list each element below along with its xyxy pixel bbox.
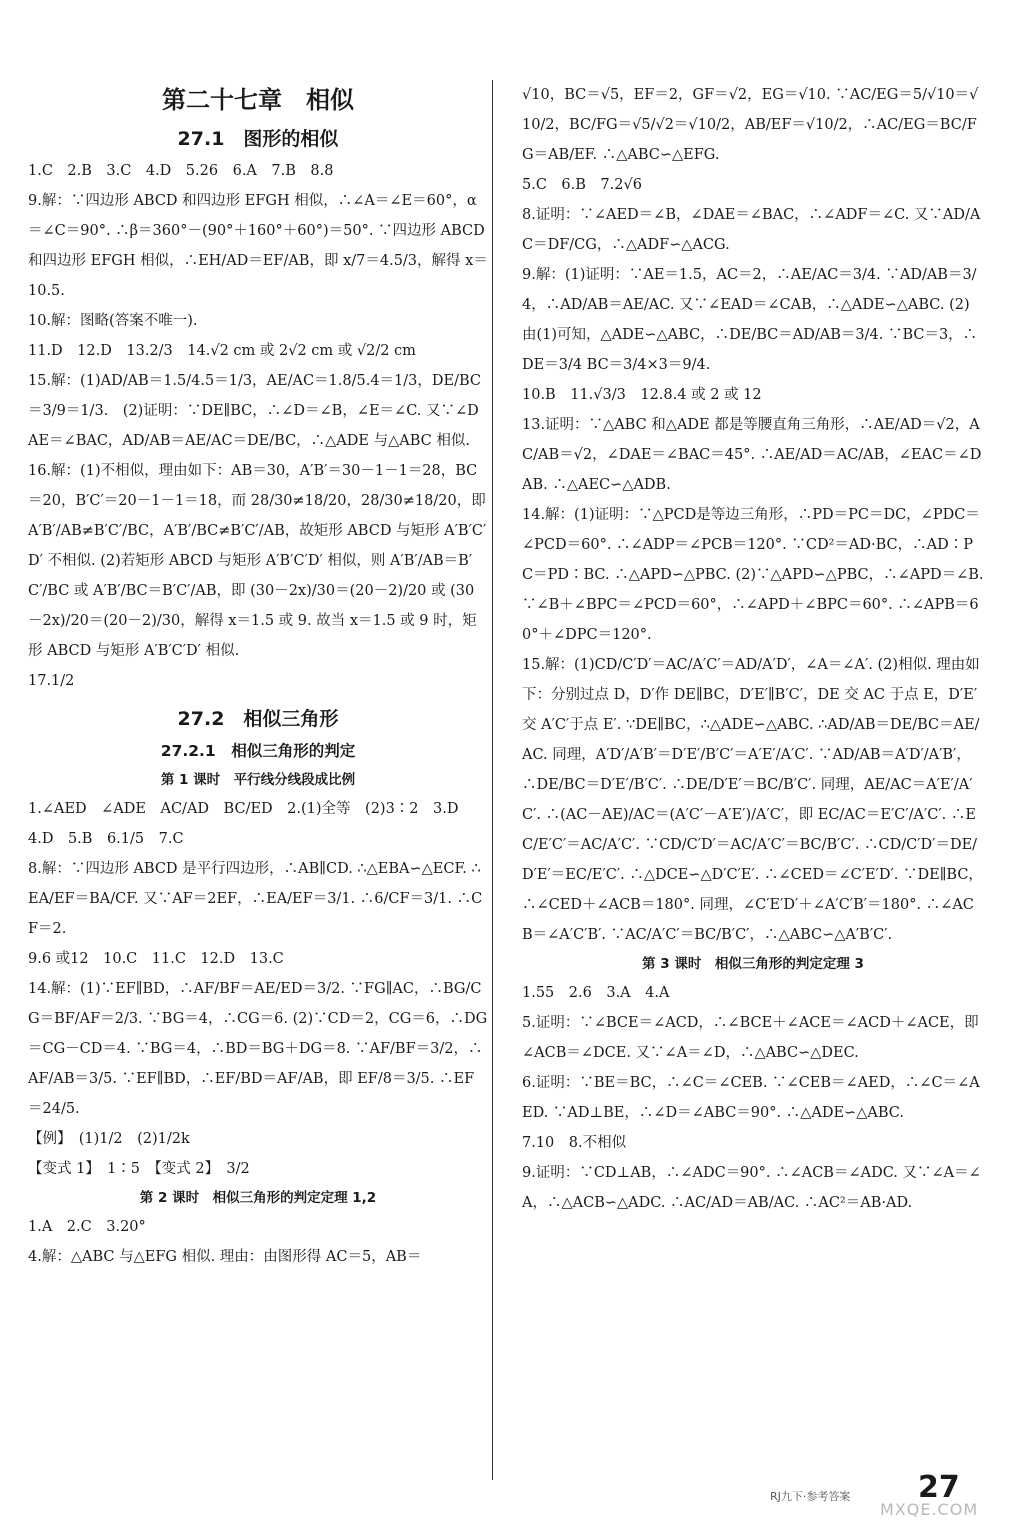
answer-line: 16.解：(1)不相似，理由如下：AB＝30，A′B′＝30－1－1＝28，BC＝20，B′C′＝20－1－1＝18，而 28/30≠18/20，28/30≠18/20，即 A′B′/AB≠B′C′/BC，A′B′/BC≠B′C′/AB，故矩形 ABCD 与矩形 A′B′C′D′ 不相似. (2)若矩形 ABCD 与矩形 A′B′C′D′ 相似，则 A′B′/AB＝B′C′/BC 或 A′B′/BC＝B′C′/AB，即 (30－2x)/30＝(20－2)/20 或 (30－2x)/20＝(20－2)/30，解得 x＝1.5 或 9. 故当 x＝1.5 或 9 时，矩形 ABCD 与矩形 A′B′C′D′ 相似. [28,463,487,659]
answer-line: 8.证明：∵∠AED＝∠B，∠DAE＝∠BAC，∴∠ADF＝∠C. 又∵AD/AC＝DF/CG，∴△ADF∽△ACG. [522,207,981,253]
answer-line: 15.解：(1)CD/C′D′＝AC/A′C′＝AD/A′D′，∠A＝∠A′. (2)相似. 理由如下：分别过点 D，D′作 DE∥BC，D′E′∥B′C′，DE 交 AC 于点 E，D′E′交 A′C′于点 E′. ∵DE∥BC，∴△ADE∽△ABC. ∴AD/AB＝DE/BC＝AE/AC. 同理，A′D′/A′B′＝D′E′/B′C′＝A′E′/A′C′. ∵AD/AB＝A′D′/A′B′，∴DE/BC＝D′E′/B′C′. ∴DE/D′E′＝BC/B′C′. 同理，AE/AC＝A′E′/A′C′. ∴(AC－AE)/AC＝(A′C′－A′E′)/A′C′，即 EC/AC＝E′C′/A′C′. ∴EC/E′C′＝AC/A′C′. ∵CD/C′D′＝AC/A′C′＝BC/B′C′. ∴CD/C′D′＝DE/D′E′＝EC/E′C′. ∴△DCE∽△D′C′E′. ∴∠CED＝∠C′E′D′. ∵DE∥BC，∴∠CED＋∠ACB＝180°. 同理，∠C′E′D′＋∠A′C′B′＝180°. ∴∠ACB＝∠A′C′B′. ∵AC/A′C′＝BC/B′C′，∴△ABC∽△A′B′C′. [522,657,983,943]
answer-line: 4.D 5.B 6.1/5 7.C [28,831,184,847]
answer-line: 9.解：(1)证明：∵AE＝1.5，AC＝2，∴AE/AC＝3/4. ∵AD/AB＝3/4，∴AD/AB＝AE/AC. 又∵∠EAD＝∠CAB，∴△ADE∽△ABC. (2)由(1)可知，△ADE∽△ABC，∴DE/BC＝AD/AB＝3/4. ∵BC＝3，∴DE＝3/4 BC＝3/4×3＝9/4. [522,267,978,373]
answer-line: 10.B 11.√3/3 12.8.4 或 2 或 12 [522,387,762,403]
answer-line: 13.证明：∵△ABC 和△ADE 都是等腰直角三角形，∴AE/AD＝√2，AC/AB＝√2，∠DAE＝∠BAC＝45°. ∴AE/AD＝AC/AB，∠EAC＝∠DAB. ∴△AEC∽△ADB. [522,417,982,493]
answer-line: √10，BC＝√5，EF＝2，GF＝√2，EG＝√10. ∵AC/EG＝5/√10＝√10/2，BC/FG＝√5/√2＝√10/2，AB/EF＝√10/2，∴AC/EG＝BC/FG＝AB/EF. ∴△ABC∽△EFG. [522,87,979,163]
right-column [522,80,984,1218]
answer-line: 1.∠AED ∠ADE AC/AD BC/ED 2.(1)全等 (2)3∶2 3.D [28,801,459,817]
subsection-27-2-1-title: 27.2.1 相似三角形的判定 [160,742,356,760]
answer-line: 4.解：△ABC 与△EFG 相似. 理由：由图形得 AC＝5，AB＝ [28,1249,422,1265]
answer-line: 8.解：∵四边形 ABCD 是平行四边形，∴AB∥CD. ∴△EBA∽△ECF. ∴EA/EF＝BA/CF. 又∵AF＝2EF，∴EA/EF＝3/1. ∴6/CF＝3/1. ∴CF＝2. [28,861,483,937]
answer-line: 11.D 12.D 13.2/3 14.√2 cm 或 2√2 cm 或 √2/2 cm [28,343,416,359]
watermark: MXQE.COM [880,1500,979,1519]
answer-line: 14.解：(1)证明：∵△PCD是等边三角形，∴PD＝PC＝DC，∠PDC＝∠PCD＝60°. ∴∠ADP＝∠PCB＝120°. ∵CD²＝AD·BC，∴AD∶PC＝PD∶BC. ∴△APD∽△PBC. (2)∵△APD∽△PBC，∴∠APD＝∠B. ∵∠B＋∠BPC＝∠PCD＝60°，∴∠APD＋∠BPC＝60°. ∴∠APB＝60°＋∠DPC＝120°. [522,507,984,643]
answer-line: 【变式 1】 1∶5 【变式 2】 3/2 [28,1161,250,1177]
answer-line: 10.解：图略(答案不唯一). [28,313,198,329]
answer-line: 9.解：∵四边形 ABCD 和四边形 EFGH 相似，∴∠A＝∠E＝60°，α＝∠C＝90°. ∴β＝360°－(90°＋160°＋60°)＝50°. ∵四边形 ABCD 和四边形 EFGH 相似，∴EH/AD＝EF/AB，即 x/7＝4.5/3，解得 x＝10.5. [28,193,488,299]
answer-line: 5.C 6.B 7.2√6 [522,177,642,193]
answer-line: 7.10 8.不相似 [522,1135,627,1151]
chapter-title: 第二十七章 相似 [162,86,354,114]
section-27-2-title: 27.2 相似三角形 [177,708,339,730]
page-number: 27 [918,1470,960,1505]
answer-line: 9.6 或12 10.C 11.C 12.D 13.C [28,951,284,967]
answer-line: 1.55 2.6 3.A 4.A [522,985,670,1001]
answer-line: 1.A 2.C 3.20° [28,1219,146,1235]
lesson-2-title: 第 2 课时 相似三角形的判定定理 1,2 [139,1190,377,1206]
answer-line: 1.C 2.B 3.C 4.D 5.26 6.A 7.B 8.8 [28,163,334,179]
answer-line: 6.证明：∵BE＝BC，∴∠C＝∠CEB. ∵∠CEB＝∠AED，∴∠C＝∠AED. ∵AD⊥BE，∴∠D＝∠ABC＝90°. ∴△ADE∽△ABC. [522,1075,980,1121]
answer-line: 9.证明：∵CD⊥AB，∴∠ADC＝90°. ∴∠ACB＝∠ADC. 又∵∠A＝∠A，∴△ACB∽△ADC. ∴AC/AD＝AB/AC. ∴AC²＝AB·AD. [522,1165,981,1211]
answer-line: 5.证明：∵∠BCE＝∠ACD，∴∠BCE＋∠ACE＝∠ACD＋∠ACE，即∠ACB＝∠DCE. 又∵∠A＝∠D，∴△ABC∽△DEC. [522,1015,979,1061]
footer-label: RJ九下·参考答案 [770,1490,851,1503]
lesson-1-title: 第 1 课时 平行线分线段成比例 [160,772,356,788]
lesson-3-title: 第 3 课时 相似三角形的判定定理 3 [642,956,864,972]
answer-line: 14.解：(1)∵EF∥BD，∴AF/BF＝AE/ED＝3/2. ∵FG∥AC，∴BG/CG＝BF/AF＝2/3. ∵BG＝4，∴CG＝6. (2)∵CD＝2，CG＝6，∴DG＝CG－CD＝4. ∵BG＝4，∴BD＝BG＋DG＝8. ∵AF/BF＝3/2，∴AF/AB＝3/5. ∵EF∥BD，∴EF/BD＝AF/AB，即 EF/8＝3/5. ∴EF＝24/5. [28,981,488,1117]
answer-line: 15.解：(1)AD/AB＝1.5/4.5＝1/3，AE/AC＝1.8/5.4＝1/3，DE/BC＝3/9＝1/3. (2)证明：∵DE∥BC，∴∠D＝∠B，∠E＝∠C. 又∵∠DAE＝∠BAC，AD/AB＝AE/AC＝DE/BC，∴△ADE 与△ABC 相似. [28,373,482,449]
column-divider [492,80,493,1480]
answer-line: 【例】 (1)1/2 (2)1/2k [28,1131,190,1147]
section-27-1-title: 27.1 图形的相似 [177,128,339,150]
left-column [28,80,488,1272]
answer-line: 17.1/2 [28,673,75,689]
